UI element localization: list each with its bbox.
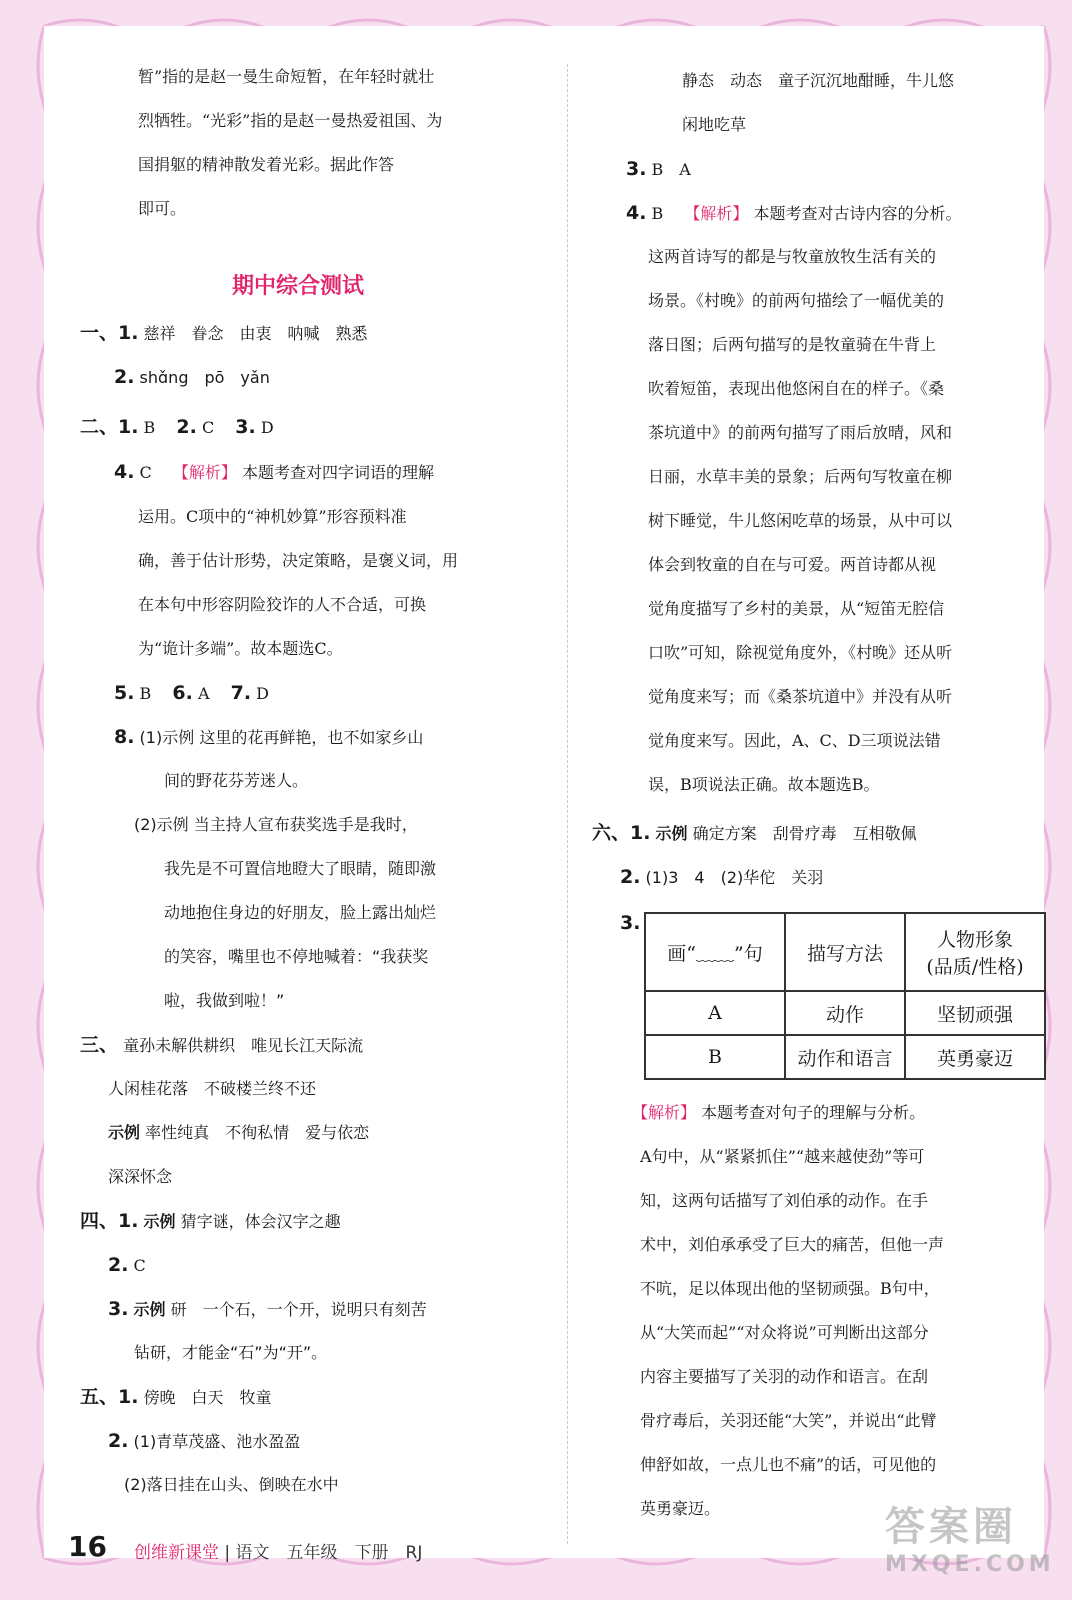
watermark-en: MXQE.COM xyxy=(885,1552,1055,1577)
table-header: 描写方法 xyxy=(785,913,905,991)
analysis-tag: 【解析】 xyxy=(172,463,237,482)
example-label: (2)示例 xyxy=(134,815,189,834)
analysis-line: 知，这两句话描写了刘伯承的动作。在手 xyxy=(640,1191,929,1210)
analysis-line: 觉角度来写；而《桑茶坑道中》并没有从听 xyxy=(648,687,953,706)
s3-example xyxy=(108,1118,369,1148)
section-label: 五、1. xyxy=(80,1386,139,1408)
s2-q8a xyxy=(114,722,423,753)
analysis-line: 骨疗毒后，关羽还能“大笑”，并说出“此臂 xyxy=(640,1411,937,1430)
table-cell: 坚韧顽强 xyxy=(905,991,1045,1035)
s4-q3 xyxy=(108,1294,427,1325)
analysis-line: 伸舒如故，一点儿也不痛”的话，可见他的 xyxy=(640,1455,937,1474)
answer-text: 傍晚 白天 牧童 xyxy=(143,1388,272,1407)
analysis-line: 体会到牧童的自在与可爱。两首诗都从视 xyxy=(648,555,937,574)
answer-line: 静态 动态 童子沉沉地酣睡，牛儿悠 xyxy=(682,71,955,90)
question-number: 2. xyxy=(108,1254,129,1276)
question-number: 2. xyxy=(108,1430,129,1452)
example-label: (1)示例 xyxy=(139,728,195,747)
s2-q4 xyxy=(114,457,434,488)
analysis-line: 误，B项说法正确。故本题选B。 xyxy=(648,775,880,794)
answer-text: C xyxy=(139,463,168,482)
answer-line: 的笑容，嘴里也不停地喊着：“我获奖 xyxy=(164,947,429,966)
analysis-line: 口吹”可知，除视觉角度外，《村晚》还从听 xyxy=(648,643,953,662)
answer-text: 猜字谜，体会汉字之趣 xyxy=(180,1212,341,1231)
answer-line: 动地抱住身边的好朋友，脸上露出灿烂 xyxy=(164,903,437,922)
watermark xyxy=(885,1495,1055,1577)
intro-line: 国捐躯的精神散发着光彩。据此作答 xyxy=(138,155,395,174)
analysis-line: 在本句中形容阴险狡诈的人不合适，可换 xyxy=(138,595,427,614)
s5-q2 xyxy=(108,1426,300,1457)
analysis-line: 日丽，水草丰美的景象；后两句写牧童在柳 xyxy=(648,467,953,486)
s4-q2 xyxy=(108,1250,146,1281)
section-4 xyxy=(80,1206,341,1237)
answer-line: 间的野花芬芳迷人。 xyxy=(164,771,309,790)
question-number: 2. xyxy=(620,866,641,888)
answer-text: 慈祥 眷念 由衷 呐喊 熟悉 xyxy=(143,324,368,343)
table-cell: A xyxy=(645,991,785,1035)
analysis-text: 本题考查对四字词语的理解 xyxy=(242,463,435,482)
analysis-line: 茶坑道中》的前两句描写了雨后放晴，风和 xyxy=(648,423,953,442)
s1-q2 xyxy=(114,362,270,393)
analysis-line: 觉角度来写。因此，A、C、D三项说法错 xyxy=(648,731,941,750)
section-label: 六、1. xyxy=(592,822,651,844)
example-label: 示例 xyxy=(133,1300,166,1319)
answer-line: 人闲桂花落 不破楼兰终不还 xyxy=(108,1079,317,1098)
answer-text: A xyxy=(197,684,226,703)
analysis-line: 为“诡计多端”。故本题选C。 xyxy=(138,639,343,658)
table-header: 人物形象 (品质/性格) xyxy=(905,913,1045,991)
question-number: 4. xyxy=(626,202,647,224)
analysis-line: 运用。C项中的“神机妙算”形容预料准 xyxy=(138,507,407,526)
intro-line: 即可。 xyxy=(138,199,187,218)
answer-text: 研 一个石，一个开，说明只有刻苦 xyxy=(170,1300,427,1319)
question-number: 2. xyxy=(114,366,135,388)
question-number: 6. xyxy=(172,682,193,704)
section-5 xyxy=(80,1382,272,1413)
section-label: 二、1. xyxy=(80,416,139,438)
section-1 xyxy=(80,318,368,349)
analysis-line: 场景。《村晚》的前两句描绘了一幅优美的 xyxy=(648,291,945,310)
s6-q2 xyxy=(620,862,823,893)
analysis-line: 从“大笑而起”“对众将说”可判断出这部分 xyxy=(640,1323,929,1342)
analysis-line: A句中，从“紧紧抓住”“越来越使劲”等可 xyxy=(640,1147,925,1166)
analysis-line: 不吭，足以体现出他的坚韧顽强。B句中， xyxy=(640,1279,940,1298)
answer-text: B xyxy=(139,684,168,703)
analysis-line: 确，善于估计形势，决定策略，是褒义词，用 xyxy=(138,551,459,570)
analysis-line: 术中，刘伯承承受了巨大的痛苦，但他一声 xyxy=(640,1235,945,1254)
question-number: 4. xyxy=(114,461,135,483)
question-number: 3. xyxy=(235,416,256,438)
section-6 xyxy=(592,818,917,849)
question-number: 7. xyxy=(230,682,252,704)
book-info: 语文 五年级 下册 RJ xyxy=(235,1543,423,1563)
section-2 xyxy=(80,412,274,443)
s5-q4 xyxy=(626,198,962,229)
answer-line: 我先是不可置信地瞪大了眼睛，随即激 xyxy=(164,859,437,878)
brand-name: 创维新课堂 xyxy=(134,1543,219,1563)
test-title: 期中综合测试 xyxy=(232,274,365,299)
analysis-line: 觉角度描写了乡村的美景，从“短笛无腔信 xyxy=(648,599,945,618)
example-label: 示例 xyxy=(108,1123,141,1142)
answer-text: 这里的花再鲜艳，也不如家乡山 xyxy=(199,728,424,747)
answer-text: B A xyxy=(651,160,691,179)
watermark-cn: 答案圈 xyxy=(885,1504,1017,1550)
answer-text: (1)青草茂盛、池水盈盈 xyxy=(133,1432,301,1451)
answer-text: C xyxy=(133,1256,146,1275)
question-number: 8. xyxy=(114,726,135,748)
table-cell: B xyxy=(645,1035,785,1079)
answer-line: 钻研，才能金“石”为“开”。 xyxy=(134,1343,328,1362)
example-label: 示例 xyxy=(655,824,688,843)
answer-text: 率性纯真 不徇私情 爱与依恋 xyxy=(145,1123,370,1142)
answer-text: 当主持人宣布获奖选手是我时， xyxy=(193,815,418,834)
answer-text: 童孙未解供耕织 唯见长江天际流 xyxy=(123,1036,364,1055)
s5-q3 xyxy=(626,154,691,185)
question-number: 3. xyxy=(620,912,641,934)
answer-text: D xyxy=(260,418,274,437)
question-number: 2. xyxy=(176,416,197,438)
answer-line: 深深怀念 xyxy=(108,1167,173,1186)
question-number: 3. xyxy=(108,1298,129,1320)
s2-q5-7 xyxy=(114,678,269,709)
analysis-text: 本题考查对古诗内容的分析。 xyxy=(753,204,962,223)
section-label: 四、1. xyxy=(80,1210,139,1232)
table-cell: 英勇豪迈 xyxy=(905,1035,1045,1079)
answer-line: 闲地吃草 xyxy=(682,115,747,134)
answer-text: B xyxy=(651,204,680,223)
answer-line: 啦，我做到啦！” xyxy=(164,991,285,1010)
section-3 xyxy=(80,1030,363,1061)
answer-text: shɑ̌ng pō yǎn xyxy=(139,368,270,387)
answer-line: (2)落日挂在山头、倒映在水中 xyxy=(124,1475,339,1494)
analysis-text: 本题考查对句子的理解与分析。 xyxy=(701,1103,926,1122)
example-label: 示例 xyxy=(143,1212,176,1231)
section-label: 一、1. xyxy=(80,322,139,344)
analysis-line: 内容主要描写了关羽的动作和语言。在刮 xyxy=(640,1367,929,1386)
question-number: 3. xyxy=(626,158,647,180)
answer-text: C xyxy=(201,418,231,437)
intro-line: 暂”指的是赵一曼生命短暂，在年轻时就壮 xyxy=(138,67,435,86)
table-cell: 动作 xyxy=(785,991,905,1035)
footer-info: 创维新课堂 | 语文 五年级 下册 RJ xyxy=(134,1543,423,1563)
section-label: 三、 xyxy=(80,1034,119,1056)
s2-q8b xyxy=(134,810,418,840)
question-number: 5. xyxy=(114,682,135,704)
analysis-tag: 【解析】 xyxy=(684,204,749,223)
analysis-line: 树下睡觉，牛儿悠闲吃草的场景，从中可以 xyxy=(648,511,953,530)
table-header: 画“﹏﹏”句 xyxy=(645,913,785,991)
intro-line: 烈牺牲。“光彩”指的是赵一曼热爱祖国、为 xyxy=(138,111,443,130)
table-cell: 动作和语言 xyxy=(785,1035,905,1079)
answer-text: D xyxy=(256,684,269,703)
analysis-first xyxy=(632,1098,925,1128)
analysis-line: 吹着短笛，表现出他悠闲自在的样子。《桑 xyxy=(648,379,945,398)
answer-text: 确定方案 刮骨疗毒 互相敬佩 xyxy=(692,824,917,843)
analysis-line: 英勇豪迈。 xyxy=(640,1499,721,1518)
answer-table xyxy=(644,912,1046,1080)
column-divider xyxy=(567,64,568,1544)
analysis-line: 落日图；后两句描写的是牧童骑在牛背上 xyxy=(648,335,937,354)
answer-text: B xyxy=(143,418,172,437)
page-number: 16 xyxy=(68,1530,107,1563)
answer-text: (1)3 4 (2)华佗 关羽 xyxy=(645,868,824,887)
analysis-tag: 【解析】 xyxy=(632,1103,697,1122)
analysis-line: 这两首诗写的都是与牧童放牧生活有关的 xyxy=(648,247,937,266)
